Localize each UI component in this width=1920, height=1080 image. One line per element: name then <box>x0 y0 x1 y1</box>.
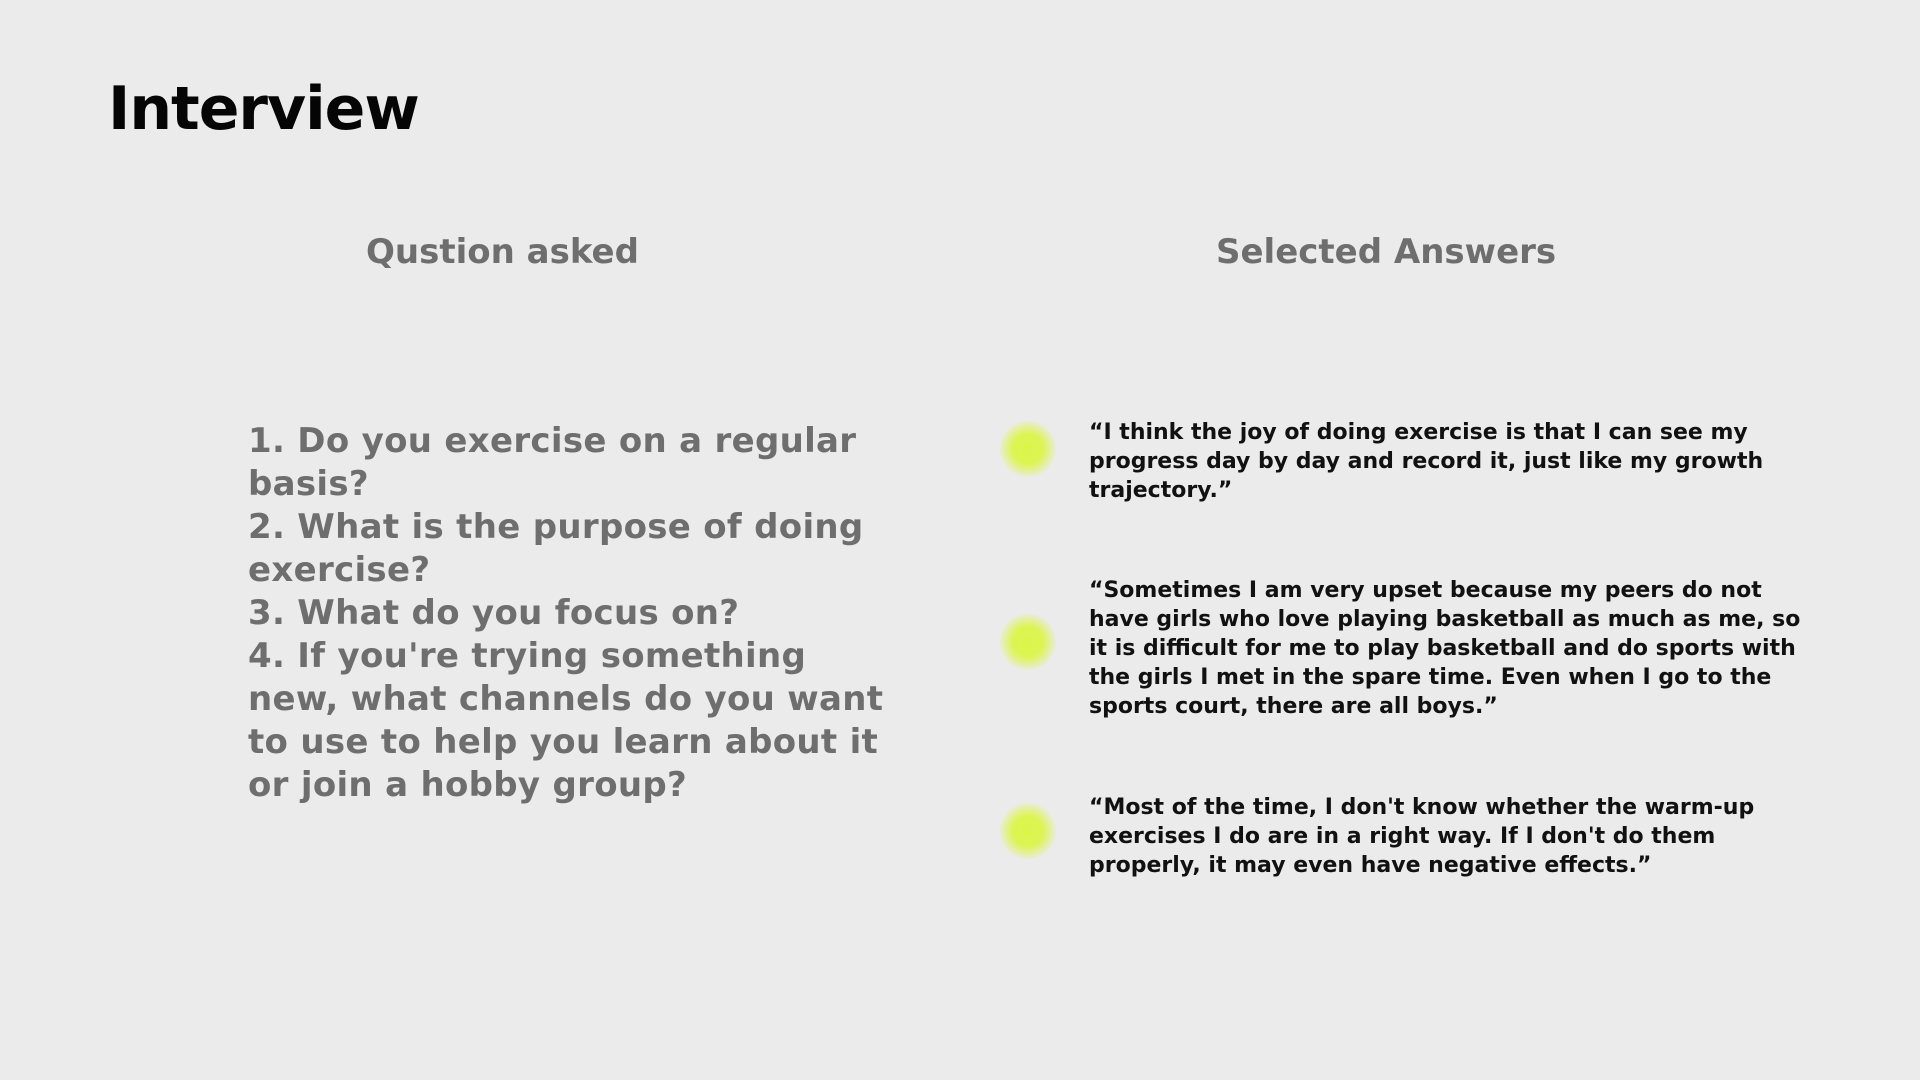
question-item: 4. If you're trying something new, what channels do you want to use to help you learn about it or join a hobby group? <box>248 636 884 805</box>
question-item: 3. What do you focus on? <box>248 593 740 633</box>
question-item: 2. What is the purpose of doing exercise? <box>248 507 864 590</box>
page-title: Interview <box>108 74 419 144</box>
answer-quote: “Most of the time, I don't know whether the warm-up exercises I do are in a right way. If I don't do them properly, it may even have negative effects.” <box>1089 795 1755 878</box>
questions-heading: Qustion asked <box>366 232 639 272</box>
answer-quote: “Sometimes I am very upset because my peers do not have girls who love playing basketball as much as me, so it is difficult for me to play basketball and do sports with the girls I met in the spare time. Even when I go to the sports court, there are all boys.” <box>1089 578 1801 719</box>
glow-bullet-icon <box>1000 803 1056 859</box>
glow-bullet-icon <box>1000 421 1056 477</box>
answer-quote: “I think the joy of doing exercise is that I can see my progress day by day and record it, just like my growth trajectory.” <box>1089 420 1764 503</box>
question-list <box>248 420 888 807</box>
glow-bullet-icon <box>1000 614 1056 670</box>
question-item: 1. Do you exercise on a regular basis? <box>248 421 857 504</box>
answers-heading: Selected Answers <box>1216 232 1557 272</box>
